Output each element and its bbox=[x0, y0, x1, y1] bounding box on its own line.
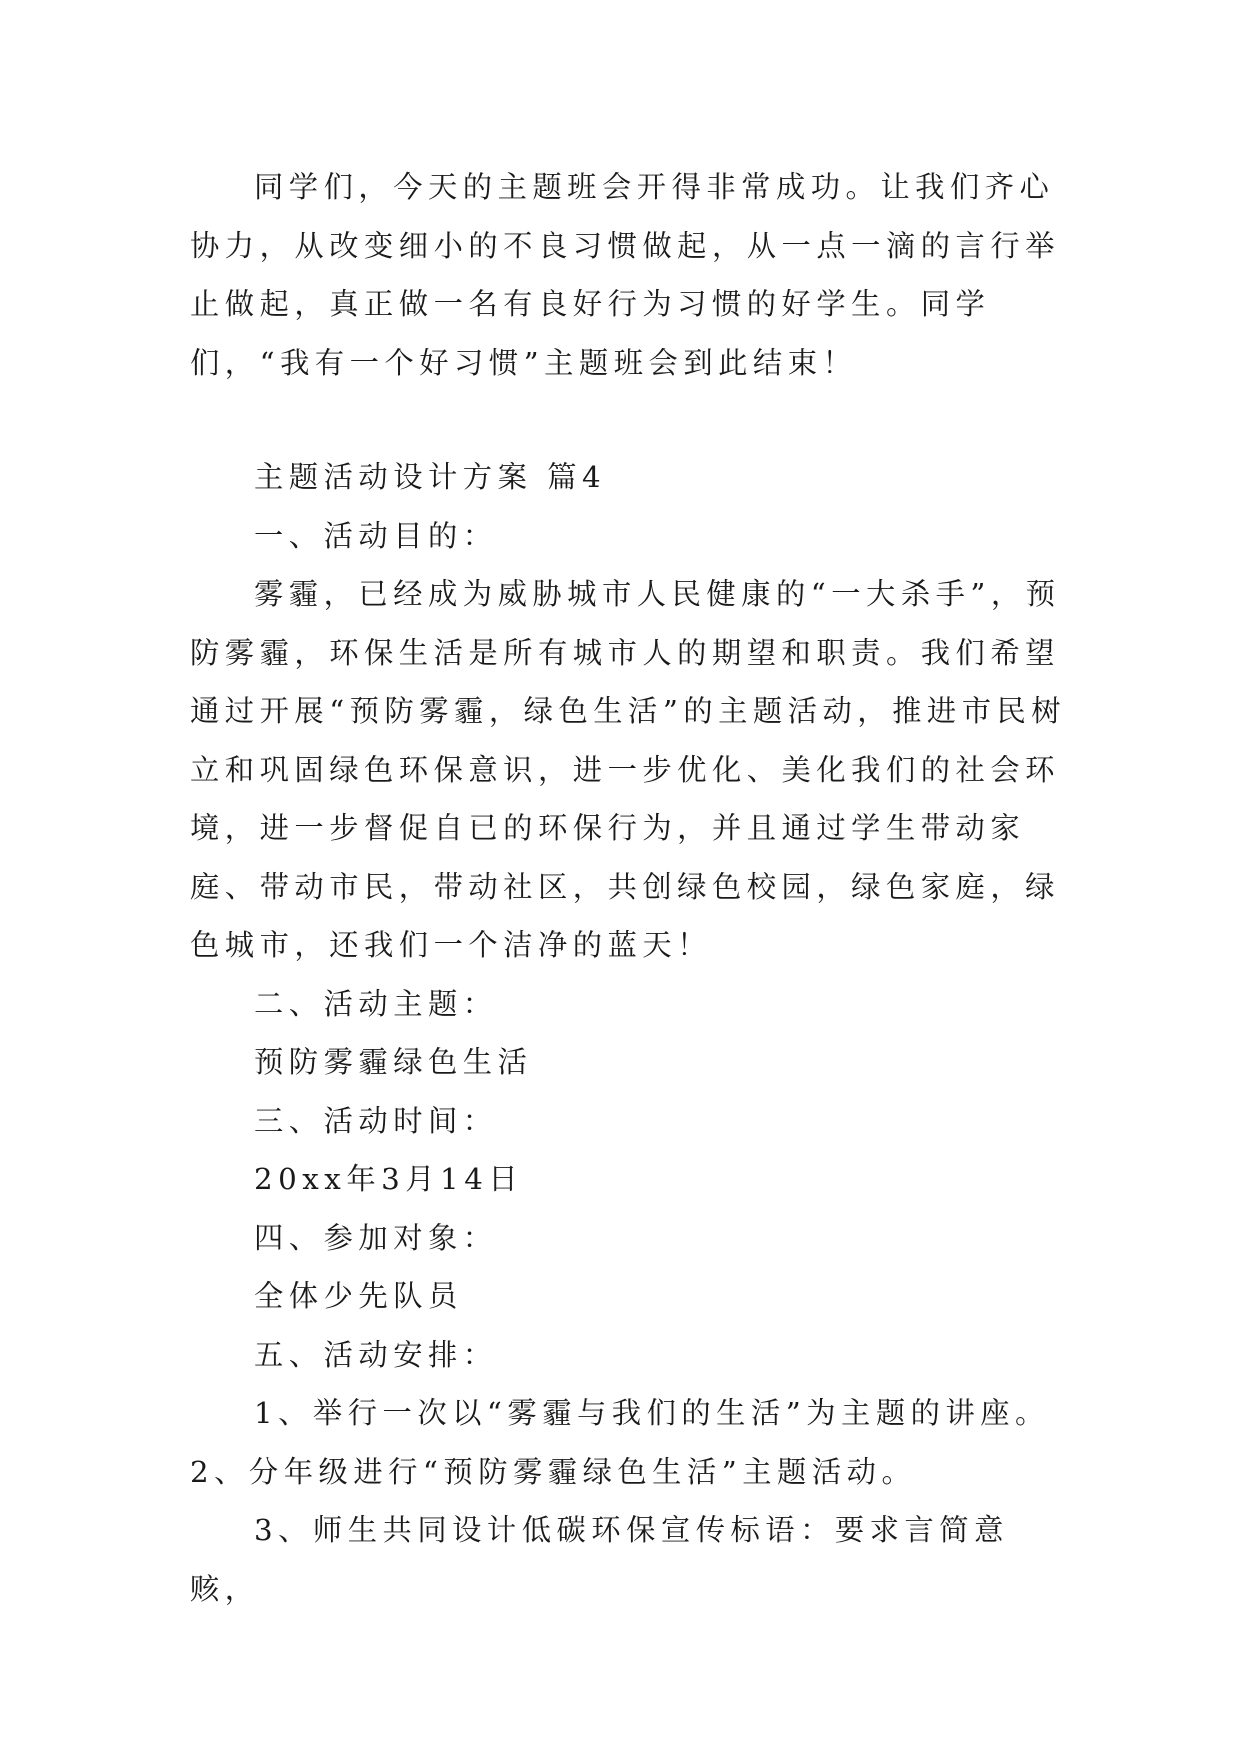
goal-paragraph: 雾霾，已经成为威胁城市人民健康的“一大杀手”，预防雾霾，环保生活是所有城市人的期望和职责。我们希望通过开展“预防雾霾，绿色生活”的主题活动，推进市民树立和巩固绿色环保意识，进一步优化、美化我们的社会环境，进一步督促自已的环保行为，并且通过学生带动家庭、带动市民，带动社区，共创绿色校园，绿色家庭，绿色城市，还我们一个洁净的蓝天！ bbox=[190, 577, 1067, 962]
previous-section-text bbox=[190, 158, 1070, 392]
time-heading: 三、活动时间： bbox=[254, 1103, 498, 1138]
closing-paragraph: 同学们，今天的主题班会开得非常成功。让我们齐心协力，从改变细小的不良习惯做起，从一点一滴的言行举止做起，真正做一名有良好行为习惯的好学生。同学们，“我有一个好习惯”主题班会到此结束！ bbox=[190, 170, 1060, 380]
theme-text: 预防雾霾绿色生活 bbox=[254, 1045, 533, 1079]
section-title: 主题活动设计方案 篇4 bbox=[254, 460, 607, 494]
theme-heading: 二、活动主题： bbox=[254, 986, 498, 1021]
arrangement-item-2: 2、分年级进行“预防雾霾绿色生活”主题活动。 bbox=[190, 1454, 917, 1489]
participants-text: 全体少先队员 bbox=[254, 1279, 463, 1313]
arrangement-item-3: 3、师生共同设计低碳环保宣传标语：要求言简意赅， bbox=[190, 1513, 1009, 1606]
arrangement-heading: 五、活动安排： bbox=[254, 1337, 498, 1372]
goal-heading: 一、活动目的： bbox=[254, 518, 498, 553]
time-text: 20xx年3月14日 bbox=[254, 1162, 524, 1196]
participants-heading: 四、参加对象： bbox=[254, 1220, 498, 1255]
section-body bbox=[190, 448, 1070, 1618]
arrangement-item-1: 1、举行一次以“雾霾与我们的生活”为主题的讲座。 bbox=[254, 1396, 1050, 1430]
